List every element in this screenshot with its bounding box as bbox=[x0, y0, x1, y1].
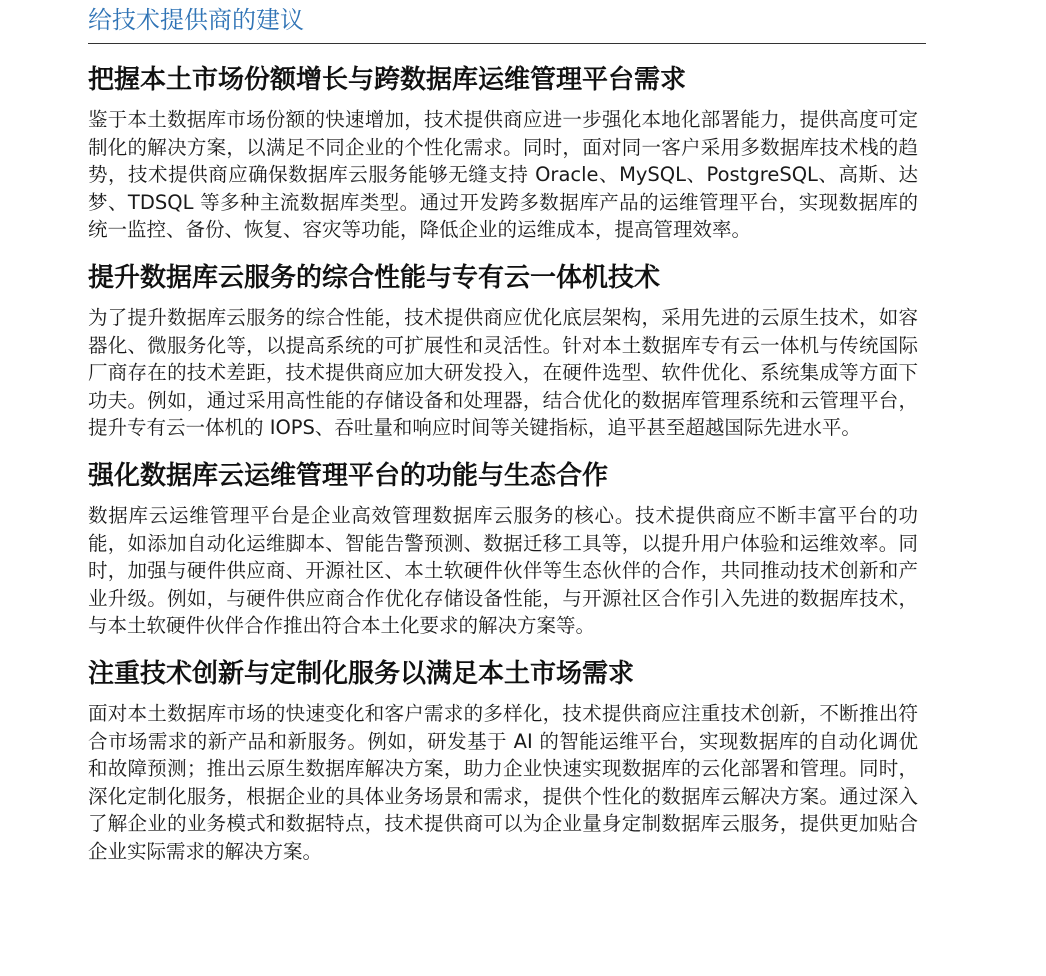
recommendation-heading: 提升数据库云服务的综合性能与专有云一体机技术 bbox=[88, 262, 661, 293]
section-title: 给技术提供商的建议 bbox=[88, 6, 304, 34]
recommendation-block-2 bbox=[88, 258, 918, 442]
recommendation-body: 为了提升数据库云服务的综合性能，技术提供商应优化底层架构，采用先进的云原生技术，如容器化、微服务化等，以提高系统的可扩展性和灵活性。针对本土数据库专有云一体机与传统国际厂商存在的技术差距，技术提供商应加大研发投入，在硬件选型、软件优化、系统集成等方面下功夫。例如，通过采用高性能的存储设备和处理器，结合优化的数据库管理系统和云管理平台，提升专有云一体机的 IOPS、吞吐量和响应时间等关键指标，追平甚至超越国际先进水平。 bbox=[88, 305, 918, 440]
recommendation-block-1 bbox=[88, 60, 918, 244]
title-divider bbox=[88, 43, 926, 44]
recommendation-heading: 把握本土市场份额增长与跨数据库运维管理平台需求 bbox=[88, 65, 687, 95]
recommendation-heading: 强化数据库云运维管理平台的功能与生态合作 bbox=[88, 460, 609, 491]
recommendation-block-4 bbox=[88, 654, 918, 866]
recommendation-body: 面对本土数据库市场的快速变化和客户需求的多样化，技术提供商应注重技术创新，不断推出符合市场需求的新产品和新服务。例如，研发基于 AI 的智能运维平台，实现数据库的自动化调优和故障预测；推出云原生数据库解决方案，助力企业快速实现数据库的云化部署和管理。同时，深化定制化服务，根据企业的具体业务场景和需求，提供个性化的数据库云解决方案。通过深入了解企业的业务模式和数据特点，技术提供商可以为企业量身定制数据库云服务，提供更加贴合企业实际需求的解决方案。 bbox=[88, 701, 918, 863]
recommendation-heading: 注重技术创新与定制化服务以满足本土市场需求 bbox=[88, 658, 635, 689]
recommendation-block-3 bbox=[88, 456, 918, 640]
recommendation-body: 鉴于本土数据库市场份额的快速增加，技术提供商应进一步强化本地化部署能力，提供高度可定制化的解决方案，以满足不同企业的个性化需求。同时，面对同一客户采用多数据库技术栈的趋势，技术提供商应确保数据库云服务能够无缝支持 Oracle、MySQL、PostgreSQL、高斯、达梦、TDSQL 等多种主流数据库类型。通过开发跨多数据库产品的运维管理平台，实现数据库的统一监控、备份、恢复、容灾等功能，降低企业的运维成本，提高管理效率。 bbox=[88, 108, 918, 242]
recommendations-content bbox=[88, 60, 918, 865]
recommendation-body: 数据库云运维管理平台是企业高效管理数据库云服务的核心。技术提供商应不断丰富平台的功能，如添加自动化运维脚本、智能告警预测、数据迁移工具等，以提升用户体验和运维效率。同时，加强与硬件供应商、开源社区、本土软硬件伙伴等生态伙伴的合作，共同推动技术创新和产业升级。例如，与硬件供应商合作优化存储设备性能，与开源社区合作引入先进的数据库技术，与本土软硬件伙伴合作推出符合本土化要求的解决方案等。 bbox=[88, 503, 918, 638]
